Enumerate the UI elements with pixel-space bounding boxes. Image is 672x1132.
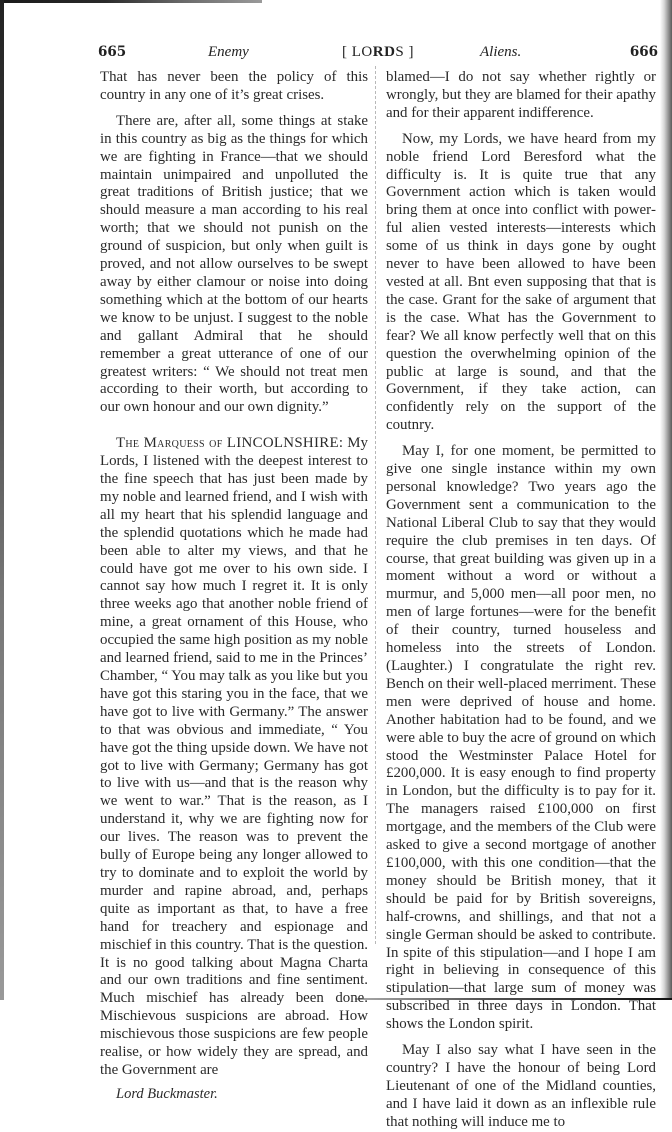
- column-divider: [375, 66, 376, 946]
- paragraph: blamed—I do not say whether rightly or wrongly, but they are blamed for their apathy and for their apparent indifference.: [386, 69, 656, 121]
- paragraph: May I also say what I have seen in the country? I have the honour of being Lord Lieutenant of one of the Midland counties, and I have laid it down as an inflexible rule that nothing will induce me to: [386, 1042, 656, 1130]
- scan-edge-left: [0, 0, 4, 1000]
- scan-edge-top: [0, 0, 262, 3]
- scan-edge-right: [660, 0, 672, 1000]
- running-title-left: Enemy: [208, 44, 249, 60]
- left-column: [100, 69, 368, 1104]
- paragraph: There are, after all, some things at stake in this country as big as the things for which we are fighting in France—that we should maintain unimpaired and unpolluted the great traditions of British justice; that we should measure a man according to his real worth; that we should not punish on the ground of suspicion, but only when guilt is proved, and not allow ourselves to be swept away by either clamour or noise into doing something which at the bottom of our hearts we know to be unjust. I suggest to the noble and gallant Admiral that he should remember a great utterance of one of our greatest writers: “ We should not treat men according to their worth, but according to our own honour and our own dignity.”: [100, 112, 368, 416]
- paragraph: That has never been the policy of this country in any one of it’s great crises.: [100, 69, 368, 103]
- speaker-name: The Marquess of LINCOLNSHIRE:: [116, 435, 344, 452]
- speech-text: My Lords, I listened with the deepest interest to the fine speech that has just been made by my noble and learned friend, and I wish with all my heart that his splendid language and the splendid quotations which he made had been able to alter my views, and that he could have got me over to his own side. I cannot say how much I regret it. It is only three weeks ago that another noble friend of mine, a great ornament of this House, who occupied the same high position as my noble and learned friend, said to me in the Princes’ Chamber, “ You may talk as you like but you have got this staring you in the face, that we have got to live with Germany.” The answer to that was obvious and immediate, “ You have got the thing upside down. We have not got to live with Germany; Germany has got to live with us—and that is the reason why we went to war.” That is the reason, as I understand it, why we are fighting now for our lives. The reason was to prevent the bully of Europe being any longer allowed to try to dominate and to exploit the world by murder and rapine abroad, and, perhaps quite as important as that, to have a free hand for treachery and espionage and mischief in this country. That is the question. It is no good talking about Magna Charta and our own traditions and fine sentiment. Much mischief has already been done. Mischievous suspicions are abroad. How mischievous those suspicions are few people realise, or how widely they are spread, and the Government are: [100, 435, 368, 1078]
- column-signature: Lord Buckmaster.: [116, 1085, 218, 1102]
- right-column: [386, 69, 656, 1132]
- paragraph: Now, my Lords, we have heard from my noble friend Lord Beresford what the difficulty is. It is quite true that any Government action which is taken would bring them at once into conflict with powerful alien vested interests—interests which some of us think in days gone by ought never to have been allowed to have been vested at all. Bnt even supposing that that is the case. Grant for the sake of argument that is the case. What has the Government to fear? We all know perfectly well that on this question the overwhelming opinion of the public at large is sound, and that the Government, if they take action, can confidently rely on the support of the coutnry.: [386, 130, 656, 434]
- running-title-right: Aliens.: [480, 44, 522, 60]
- house-label: [342, 44, 414, 61]
- house-label-bold: RD: [372, 44, 396, 60]
- running-head: [98, 44, 658, 66]
- house-label-prefix: [ LO: [342, 44, 373, 60]
- house-label-suffix: S ]: [395, 44, 415, 60]
- page-number-right: 666: [629, 44, 658, 60]
- page-number-left: 665: [98, 44, 127, 60]
- paragraph: May I, for one moment, be permitted to give one single instance within my own personal knowledge? Two years ago the Government sent a communication to the National Liberal Club to say that they would require the club premises in ten days. Of course, that great building was given up in a moment without a word or without a murmur, and 5,000 men—all poor men, no men of large fortunes—were for the benefit of their country, turned houseless and homeless into the streets of London. (Laughter.) I congratulate the right rev. Bench on their well-placed merriment. These men were deprived of house and home. Another habitation had to be found, and we were able to buy the acre of ground on which stood the Westminster Palace Hotel for £200,000. It is easy enough to find property in London, but the difficulty is to pay for it. The managers raised £100,000 on first mortgage, and the members of the Club were asked to give a second mortgage of another £100,000, with this one condition—that the money should be British money, that it should be paid for by British sovereigns, half-crowns, and shillings, and that not a single German should be asked to contribute. In spite of this stipulation—and I hope I am right in believing in consequence of this stipulation—that large sum of money was subscribed in three days in London. That shows the London spirit.: [386, 443, 657, 1033]
- speaker-paragraph: [100, 435, 368, 1080]
